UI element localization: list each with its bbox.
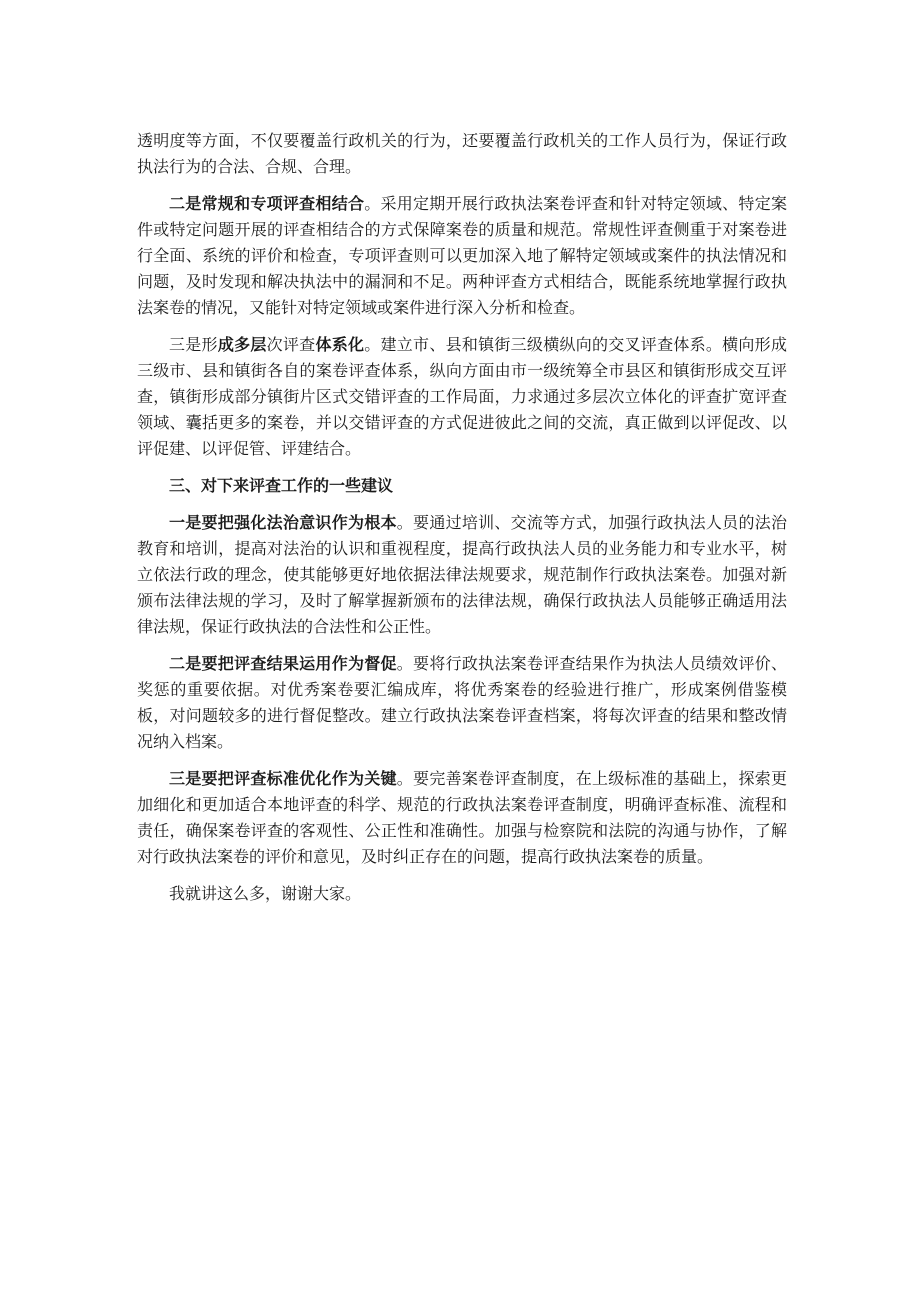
paragraph-text: 透明度等方面，不仅要覆盖行政机关的行为，还要覆盖行政机关的工作人员行为，保证行政执法行为的合法、合规、合理。 — [137, 131, 787, 176]
document-page — [137, 128, 787, 918]
paragraph-multilevel-system — [137, 332, 787, 462]
paragraph-lead: 一是要把强化法治意识作为根本 — [169, 513, 397, 532]
paragraph-body: 。要将行政执法案卷评查结果作为执法人员绩效评价、奖惩的重要依据。对优秀案卷要汇编成库，将优秀案卷的经验进行推广，形成案例借鉴模板，对问题较多的进行督促整改。建立行政执法案卷评查档案，将每次评查的结果和整改情况纳入档案。 — [137, 654, 787, 751]
paragraph-lead: 三是要把评查标准优化作为关键 — [169, 769, 397, 788]
section-heading: 三、对下来评查工作的一些建议 — [169, 476, 394, 495]
paragraph-pre-1: 三是形 — [169, 335, 218, 354]
paragraph-standard-optimization — [137, 766, 787, 870]
paragraph-lead: 二是要把评查结果运用作为督促 — [169, 654, 397, 673]
paragraph-lead-1: 成多层 — [217, 335, 267, 354]
paragraph-body: 。要通过培训、交流等方式，加强行政执法人员的法治教育和培训，提高对法治的认识和重视程度，提高行政执法人员的业务能力和专业水平，树立依法行政的理念，使其能够更好地依据法律法规要求，规范制作行政执法案卷。加强对新颁布法律法规的学习，及时了解掌握新颁布的法律法规，确保行政执法人员能够正确适用法律法规，保证行政执法的合法性和公正性。 — [137, 513, 787, 636]
paragraph-continuation — [137, 128, 787, 180]
paragraph-routine-special-review — [137, 191, 787, 321]
paragraph-body: 。要完善案卷评查制度，在上级标准的基础上，探索更加细化和更加适合本地评查的科学、规范的行政执法案卷评查制度，明确评查标准、流程和责任，确保案卷评查的客观性、公正性和准确性。加强与检察院和法院的沟通与协作，了解对行政执法案卷的评价和意见，及时纠正存在的问题，提高行政执法案卷的质量。 — [137, 769, 787, 866]
paragraph-lead-2: 体系化 — [315, 335, 365, 354]
paragraph-closing — [137, 881, 787, 907]
paragraph-lead: 二是常规和专项评查相结合 — [169, 194, 365, 213]
paragraph-result-application — [137, 651, 787, 755]
paragraph-body: 。建立市、县和镇街三级横纵向的交叉评查体系。横向形成三级市、县和镇街各自的案卷评查体系，纵向方面由市一级统筹全市县区和镇街形成交互评查，镇街形成部分镇街片区式交错评查的工作局面，力求通过多层次立体化的评查扩宽评查领域、囊括更多的案卷，并以交错评查的方式促进彼此之间的交流，真正做到以评促改、以评促建、以评促管、评建结合。 — [137, 335, 787, 458]
paragraph-pre-2: 次评查 — [266, 335, 316, 354]
paragraph-rule-of-law-awareness — [137, 510, 787, 640]
paragraph-text: 我就讲这么多，谢谢大家。 — [169, 884, 362, 903]
paragraph-body: 。采用定期开展行政执法案卷评查和针对特定领域、特定案件或特定问题开展的评查相结合的方式保障案卷的质量和规范。常规性评查侧重于对案卷进行全面、系统的评价和检查，专项评查则可以更加深入地了解特定领域或案件的执法情况和问题，及时发现和解决执法中的漏洞和不足。两种评查方式相结合，既能系统地掌握行政执法案卷的情况，又能针对特定领域或案件进行深入分析和检查。 — [137, 194, 787, 317]
